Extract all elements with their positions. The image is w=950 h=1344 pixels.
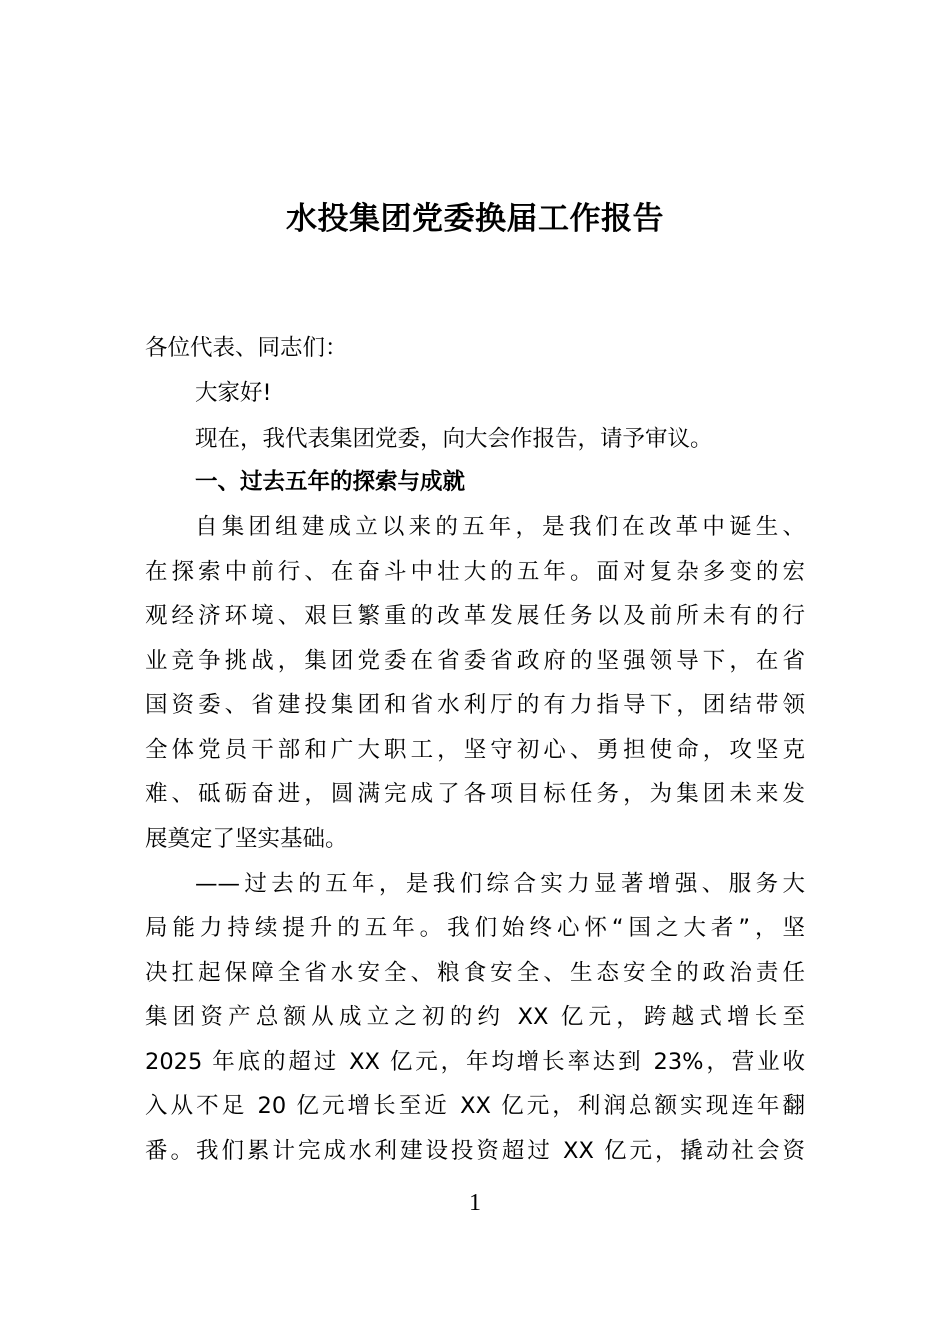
paragraph-line: 2025 年底的超过 XX 亿元，年均增长率达到 23%，营业收 xyxy=(145,1049,805,1075)
paragraph-line: 在探索中前行、在奋斗中壮大的五年。面对复杂多变的宏 xyxy=(145,559,805,585)
paragraph-line: 入从不足 20 亿元增长至近 XX 亿元，利润总额实现连年翻 xyxy=(145,1093,805,1119)
paragraph-line: 番。我们累计完成水利建设投资超过 XX 亿元，撬动社会资 xyxy=(145,1138,805,1164)
paragraph-line: 自集团组建成立以来的五年，是我们在改革中诞生、 xyxy=(195,514,805,540)
paragraph-line: 局能力持续提升的五年。我们始终心怀“国之大者”，坚 xyxy=(145,915,805,941)
intro-text: 现在，我代表集团党委，向大会作报告，请予审议。 xyxy=(195,426,713,452)
paragraph-line: 全体党员干部和广大职工，坚守初心、勇担使命，攻坚克 xyxy=(145,737,805,763)
paragraph-line: 集团资产总额从成立之初的约 XX 亿元，跨越式增长至 xyxy=(145,1004,805,1030)
paragraph-line: 展奠定了坚实基础。 xyxy=(145,826,348,852)
page-number: 1 xyxy=(469,1190,481,1216)
section-heading: 一、过去五年的探索与成就 xyxy=(195,469,466,495)
paragraph-line: 难、砥砺奋进，圆满完成了各项目标任务，为集团未来发 xyxy=(145,781,805,807)
paragraph-line: 国资委、省建投集团和省水利厅的有力指导下，团结带领 xyxy=(145,692,805,718)
paragraph-line: 观经济环境、艰巨繁重的改革发展任务以及前所未有的行 xyxy=(145,603,805,629)
paragraph-line: 决扛起保障全省水安全、粮食安全、生态安全的政治责任 xyxy=(145,960,805,986)
document-title: 水投集团党委换届工作报告 xyxy=(286,201,664,237)
salutation: 各位代表、同志们： xyxy=(145,335,348,361)
greeting: 大家好! xyxy=(195,380,272,406)
paragraph-line: 业竞争挑战，集团党委在省委省政府的坚强领导下，在省 xyxy=(145,648,805,674)
paragraph-line: ——过去的五年，是我们综合实力显著增强、服务大 xyxy=(195,871,805,897)
